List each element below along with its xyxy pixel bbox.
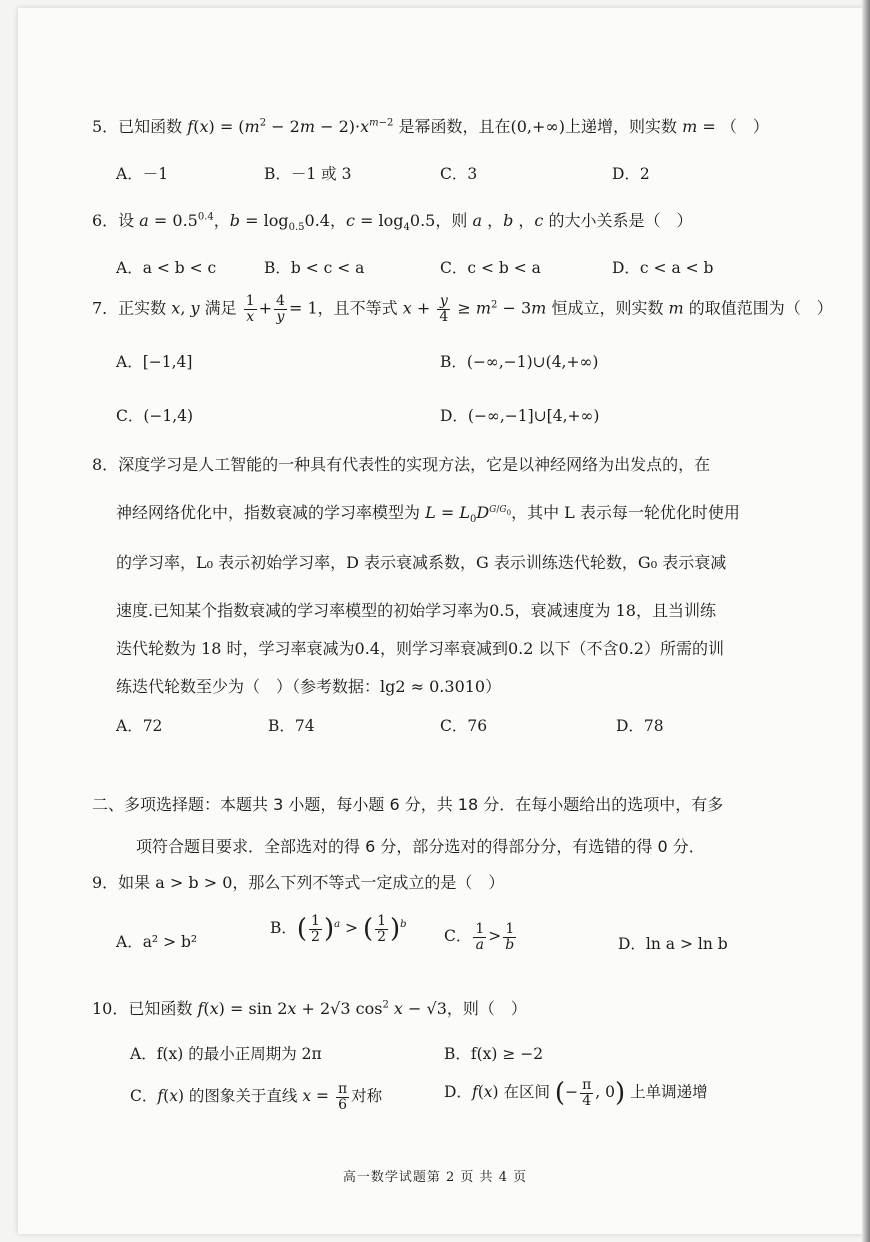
section-2-header: 二、多项选择题：本题共 3 小题，每小题 6 分，共 18 分．在每小题给出的选项中，有多	[92, 795, 724, 814]
q9-option-a: A．a² > b²	[116, 933, 198, 951]
q8-line-6: 练迭代轮数至少为（ ）（参考数据：lg2 ≈ 0.3010）	[116, 677, 502, 696]
q6-stem: 6．设	[92, 211, 135, 230]
q5-interval: (0,+∞)	[510, 117, 565, 136]
q9-option-c: C． $\frac{1}{a}$ > $\frac{1}{b}$	[444, 921, 515, 953]
q8-line-1: 8．深度学习是人工智能的一种具有代表性的实现方法，它是以神经网络为出发点的，在	[92, 455, 711, 474]
q5-option-b: B．－1 或 3	[264, 165, 352, 183]
q5-var: m =	[682, 117, 716, 136]
q8-option-b: B．74	[268, 717, 315, 735]
q6-option-c: C．c < b < a	[440, 259, 541, 277]
q7-option-a: A．[−1,4]	[116, 353, 193, 371]
question-6	[92, 208, 692, 233]
q5-option-a: A．－1	[116, 165, 169, 183]
q8-line-2-text: 神经网络优化中，指数衰减的学习率模型为	[116, 503, 421, 522]
q10-stem-b: ，则（ ）	[446, 999, 527, 1018]
q10-option-d: D．f(x) 在区间 (− $\frac{\pi}{4}$ , 0) 上单调递增	[444, 1077, 708, 1109]
q8-line-4: 速度.已知某个指数衰减的学习率模型的初始学习率为0.5，衰减速度为 18，且当训练	[116, 601, 716, 620]
q7-stem-b: ，且不等式	[317, 298, 398, 318]
q5-stem: 5．已知函数	[92, 117, 183, 136]
q8-option-a: A．72	[116, 717, 163, 735]
q7-option-c: C．(−1,4)	[116, 407, 194, 425]
q7-option-b: B．(−∞,−1)∪(4,+∞)	[440, 353, 599, 371]
q7-frac-3: $\frac{y}{4}$	[439, 293, 449, 325]
q10-func: f(x) = sin 2x + 2√3 $\cos^2 x - √3$	[197, 999, 447, 1018]
q6-defs: $a = 0.5^{0.4}$，$b = \log_{0.5}0.4$，$c = \log_40.5$	[139, 211, 436, 234]
page-footer: 高一数学试题第 2 页 共 4 页	[342, 1170, 528, 1185]
question-5	[92, 114, 769, 137]
section-2-instructions: 项符合题目要求．全部选对的得 6 分，部分选对的得部分分，有选错的得 0 分．	[136, 837, 705, 856]
q5-formula: $f(x) = (m^2 - 2m - 2)\cdot x^{m-2}$	[187, 117, 394, 136]
q6-option-a: A．a < b < c	[116, 259, 217, 277]
question-7: 7．正实数 x, y 满足 $\frac{1}{x}$ + $\frac{4}{y}$ = 1，且不等式 x + $\frac{y}{4}$ ≥ $m^2 - 3m$ 恒成立，则实数 m 的取值范围为（ ）	[92, 293, 833, 325]
q8-model: $L = L_0D^{G/G_0}$	[425, 503, 512, 526]
q9-option-d: D．ln a > ln b	[618, 935, 728, 953]
q8-line-2	[116, 500, 740, 525]
q10-option-b: B．f(x) ≥ −2	[444, 1045, 544, 1063]
question-9: 9．如果 a > b > 0，那么下列不等式一定成立的是（ ）	[92, 873, 505, 892]
q7-option-d: D．(−∞,−1]∪[4,+∞)	[440, 407, 600, 425]
q10-stem: 10．已知函数	[92, 999, 193, 1018]
q5-stem-b: 是幂函数，且在	[398, 117, 511, 136]
q5-option-d: D．2	[612, 165, 650, 183]
q6-stem-b: ，则 a ，b ，c 的大小关系是（ ）	[435, 211, 693, 230]
page-edge	[862, 0, 870, 1242]
q10-option-a: A．f(x) 的最小正周期为 2π	[130, 1045, 322, 1063]
q8-line-3: 的学习率，L₀ 表示初始学习率，D 表示衰减系数，G 表示训练迭代轮数，G₀ 表示衰减	[116, 553, 727, 572]
q7-stem: 7．正实数 x, y 满足	[92, 298, 237, 318]
q6-option-b: B．b < c < a	[264, 259, 365, 277]
q5-paren: （ ）	[720, 117, 769, 136]
question-10	[92, 996, 527, 1019]
q8-option-d: D．78	[616, 717, 664, 735]
q9-option-b: B．( $\frac{1}{2}$ )$^a$ > ( $\frac{1}{2}$ )$^b$	[270, 913, 407, 945]
q7-stem-c: 恒成立，则实数 m 的取值范围为（ ）	[551, 298, 833, 318]
q7-frac-1: $\frac{1}{x}$	[245, 293, 255, 325]
q5-stem-c: 上递增，则实数	[564, 117, 677, 136]
q8-line-5: 迭代轮数为 18 时，学习率衰减为0.4，则学习率衰减到0.2 以下（不含0.2）所需的训	[116, 639, 724, 658]
q7-frac-2: $\frac{4}{y}$	[276, 293, 285, 325]
q10-option-c: C．f(x) 的图象关于直线 x = $\frac{\pi}{6}$ 对称	[130, 1081, 383, 1113]
q5-option-c: C．3	[440, 165, 478, 183]
q6-option-d: D．c < a < b	[612, 259, 714, 277]
q8-line-2-tail: ，其中 L 表示每一轮优化时使用	[511, 503, 740, 522]
q8-option-c: C．76	[440, 717, 488, 735]
